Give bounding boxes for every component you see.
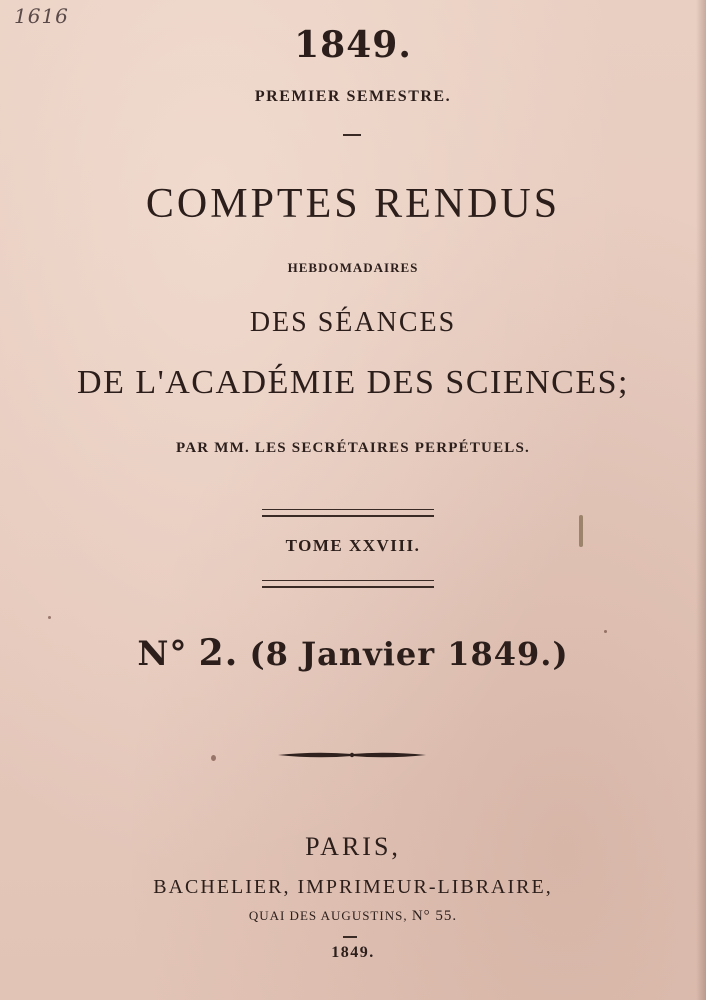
issue-number-label: N° (137, 634, 188, 674)
double-rule-top (262, 509, 434, 517)
imprint-year: 1849. (331, 944, 375, 961)
imprint-address-number: N° 55. (411, 908, 458, 924)
handwritten-note: 1616 (14, 4, 69, 28)
ink-spot (211, 755, 216, 761)
imprint-publisher: BACHELIER, IMPRIMEUR-LIBRAIRE, (153, 876, 553, 898)
issue-year: 1849. (294, 24, 412, 66)
ornament-divider (276, 747, 428, 763)
issue-number: 2. (198, 632, 239, 674)
main-title: COMPTES RENDUS (145, 181, 561, 227)
subtitle-seances: DES SÉANCES (249, 307, 457, 338)
imprint-address-line (0, 908, 706, 925)
subtitle-hebdomadaires: HEBDOMADAIRES (287, 260, 419, 275)
divider-dash (343, 134, 361, 136)
divider-dash-bottom (343, 936, 357, 938)
authors-line: PAR MM. LES SECRÉTAIRES PERPÉTUELS. (176, 440, 530, 456)
imprint-address: QUAI DES AUGUSTINS, (248, 908, 408, 923)
paper-mark (579, 515, 583, 547)
issue-date: (8 Janvier 1849.) (249, 635, 569, 673)
issue-line (0, 632, 706, 674)
subtitle-academie: DE L'ACADÉMIE DES SCIENCES; (77, 364, 629, 401)
ink-spot (604, 630, 607, 633)
volume-label: TOME XXVIII. (285, 536, 421, 555)
ink-spot (48, 616, 51, 619)
double-rule-bottom (262, 580, 434, 588)
imprint-city: PARIS, (305, 832, 401, 861)
semester-label: PREMIER SEMESTRE. (254, 88, 452, 105)
